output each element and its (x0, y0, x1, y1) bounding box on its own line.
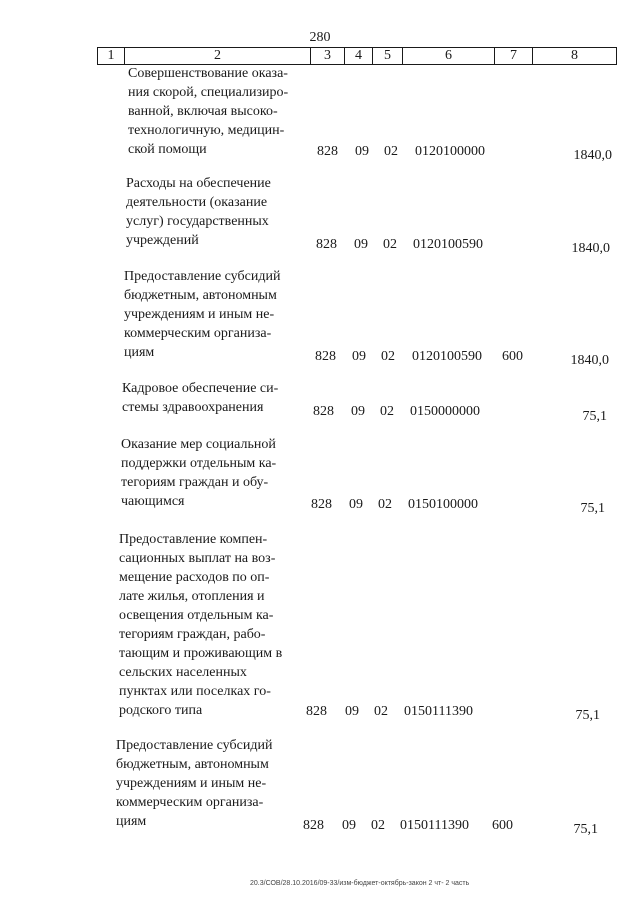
description-line: родского типа (119, 703, 203, 718)
expense-type-code: 600 (492, 818, 513, 833)
row-description (121, 435, 301, 511)
description-line: Оказание мер социальной (121, 437, 276, 452)
grbs-code: 828 (303, 818, 324, 833)
header-col-3: 3 (311, 48, 345, 64)
target-article-code: 0150111390 (404, 704, 473, 719)
description-line: мещение расходов по оп- (119, 570, 270, 585)
description-line: чающимся (121, 494, 185, 509)
description-line: тающим и проживающим в (119, 646, 283, 661)
description-line: пунктах или поселках го- (119, 684, 271, 699)
description-line: лате жилья, отопления и (119, 589, 265, 604)
subsection-code: 02 (384, 144, 398, 159)
subsection-code: 02 (378, 497, 392, 512)
description-line: технологичную, медицин- (128, 123, 285, 138)
amount-value: 75,1 (575, 708, 600, 723)
description-line: Расходы на обеспечение (126, 176, 271, 191)
amount-value: 75,1 (573, 822, 598, 837)
description-line: ванной, включая высоко- (128, 104, 278, 119)
subsection-code: 02 (374, 704, 388, 719)
section-code: 09 (354, 237, 368, 252)
row-description (122, 379, 302, 417)
header-col-8: 8 (571, 48, 578, 63)
grbs-code: 828 (317, 144, 338, 159)
header-col-2: 2 (125, 48, 311, 64)
table-header-row (97, 47, 617, 65)
row-description (116, 736, 296, 831)
subsection-code: 02 (381, 349, 395, 364)
grbs-code: 828 (311, 497, 332, 512)
header-col-1: 1 (98, 48, 125, 64)
description-line: бюджетным, автономным (116, 757, 269, 772)
description-line: поддержки отдельным ка- (121, 456, 277, 471)
target-article-code: 0150000000 (410, 404, 480, 419)
description-line: освещения отдельным ка- (119, 608, 274, 623)
grbs-code: 828 (316, 237, 337, 252)
description-line: ния скорой, специализиро- (128, 85, 289, 100)
grbs-code: 828 (306, 704, 327, 719)
description-line: тегориям граждан, рабо- (119, 627, 266, 642)
expense-type-code: 600 (502, 349, 523, 364)
description-line: сационных выплат на воз- (119, 551, 276, 566)
header-col-5: 5 (373, 48, 403, 64)
row-description (124, 267, 304, 362)
description-line: услуг) государственных (126, 214, 269, 229)
row-description (128, 64, 308, 159)
row-description (119, 530, 299, 720)
description-line: циям (116, 814, 147, 829)
target-article-code: 0120100000 (415, 144, 485, 159)
description-line: бюджетным, автономным (124, 288, 277, 303)
grbs-code: 828 (315, 349, 336, 364)
grbs-code: 828 (313, 404, 334, 419)
description-line: Предоставление субсидий (124, 269, 281, 284)
amount-value: 75,1 (580, 501, 605, 516)
target-article-code: 0150100000 (408, 497, 478, 512)
description-line: циям (124, 345, 155, 360)
description-line: Предоставление компен- (119, 532, 268, 547)
description-line: стемы здравоохранения (122, 400, 264, 415)
section-code: 09 (355, 144, 369, 159)
page-number: 280 (309, 30, 331, 45)
section-code: 09 (342, 818, 356, 833)
description-line: учреждений (126, 233, 199, 248)
description-line: Предоставление субсидий (116, 738, 273, 753)
section-code: 09 (351, 404, 365, 419)
amount-value: 1840,0 (570, 353, 609, 368)
header-col-7: 7 (495, 48, 533, 64)
target-article-code: 0120100590 (412, 349, 482, 364)
target-article-code: 0150111390 (400, 818, 469, 833)
amount-value: 1840,0 (573, 148, 612, 163)
header-col-4: 4 (345, 48, 373, 64)
description-line: учреждениям и иным не- (124, 307, 275, 322)
amount-value: 75,1 (582, 409, 607, 424)
description-line: ской помощи (128, 142, 207, 157)
description-line: коммерческим организа- (116, 795, 264, 810)
subsection-code: 02 (383, 237, 397, 252)
row-description (126, 174, 306, 250)
amount-value: 1840,0 (571, 241, 610, 256)
description-line: Совершенствование оказа- (128, 66, 288, 81)
subsection-code: 02 (371, 818, 385, 833)
document-footer-reference: 20.3/СОВ/28.10.2016/09-33/изм-бюджет-октябрь-закон 2 чт- 2 часть (250, 880, 470, 887)
description-line: сельских населенных (119, 665, 247, 680)
section-code: 09 (352, 349, 366, 364)
subsection-code: 02 (380, 404, 394, 419)
header-col-6: 6 (403, 48, 495, 64)
target-article-code: 0120100590 (413, 237, 483, 252)
section-code: 09 (349, 497, 363, 512)
description-line: тегориям граждан и обу- (121, 475, 269, 490)
description-line: учреждениям и иным не- (116, 776, 267, 791)
description-line: коммерческим организа- (124, 326, 272, 341)
description-line: Кадровое обеспечение си- (122, 381, 279, 396)
description-line: деятельности (оказание (126, 195, 268, 210)
section-code: 09 (345, 704, 359, 719)
